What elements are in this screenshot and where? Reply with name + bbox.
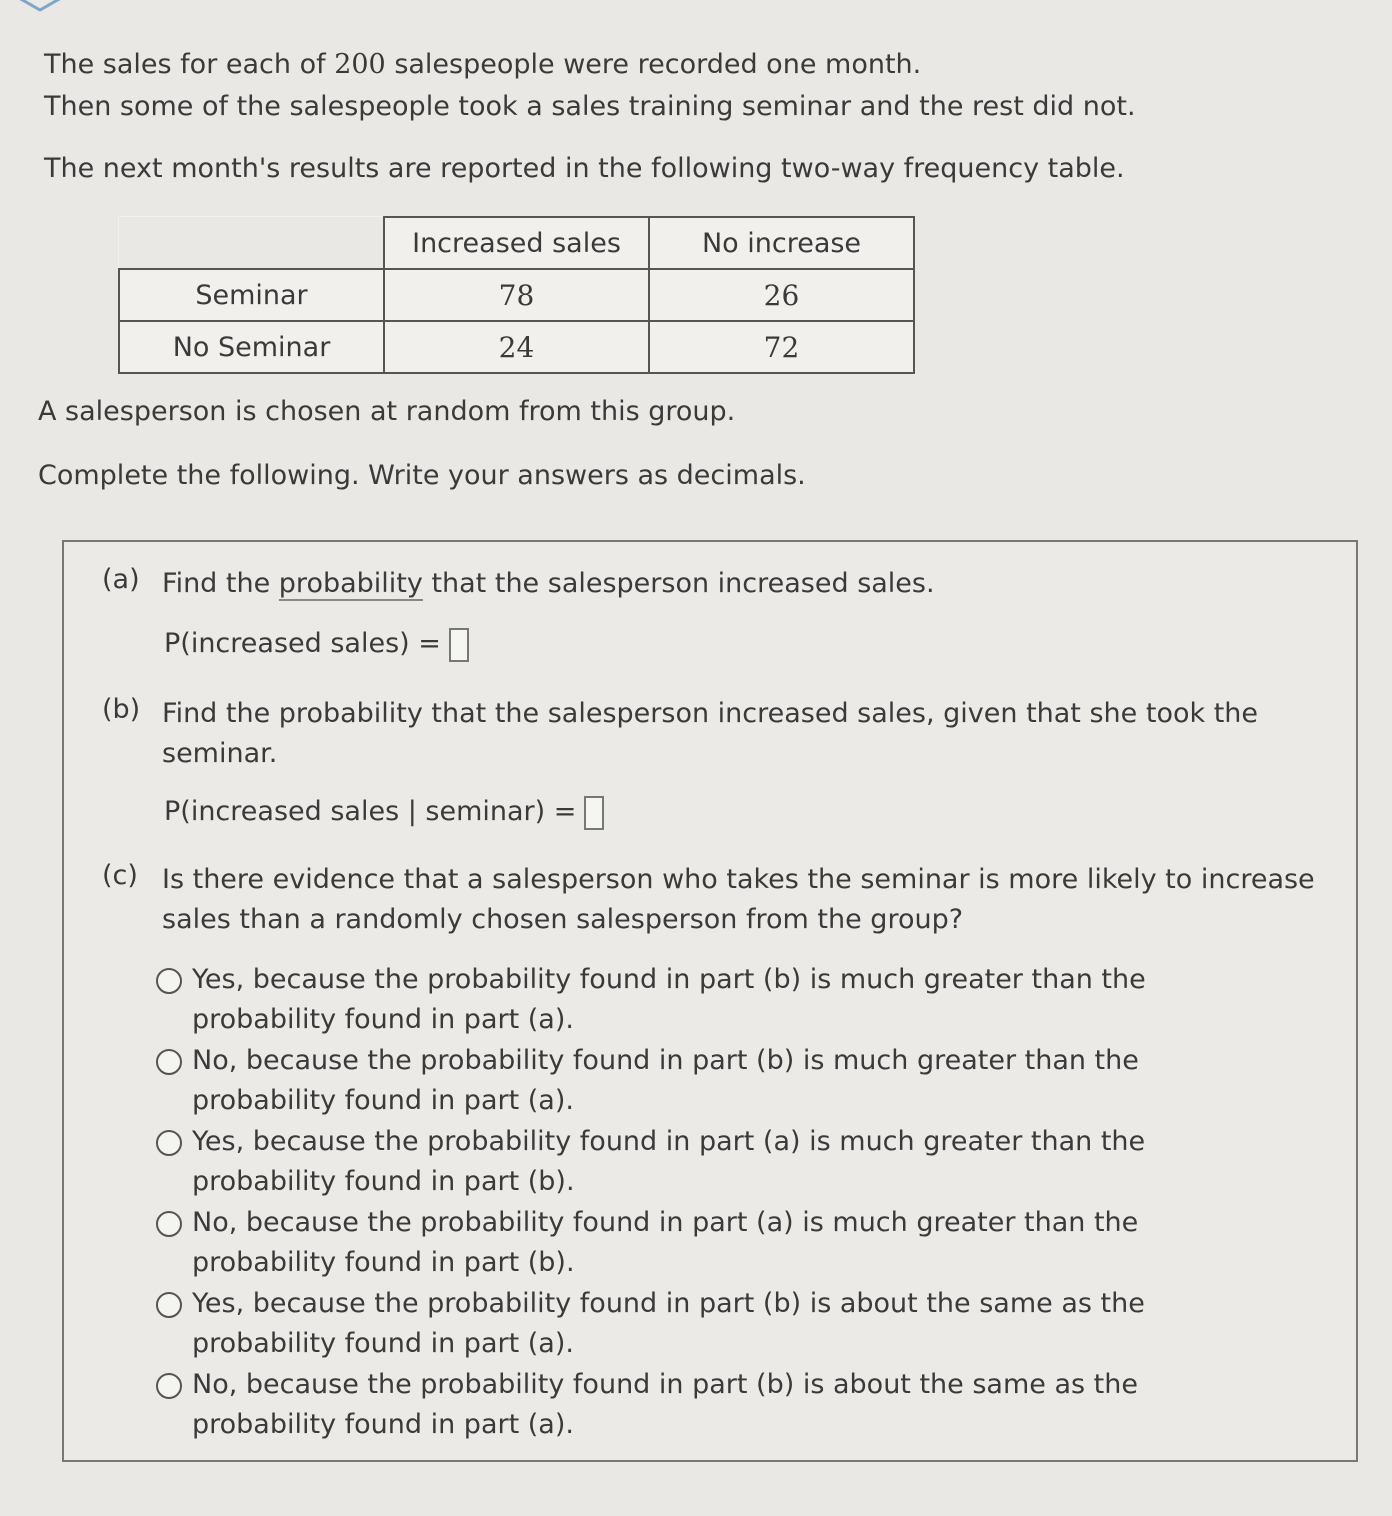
table-cell: 78 [384,269,649,321]
probability-link[interactable]: probability [278,568,423,599]
part-b-equation: P(increased sales | seminar) = [164,792,604,832]
radio-button[interactable] [156,1292,182,1318]
part-a-answer-input[interactable] [449,628,469,662]
intro-line-2: Then some of the salespeople took a sales training seminar and the rest did not. [44,91,1136,122]
option-item[interactable]: Yes, because the probability found in part (a) is much greater than the probability found in part (b). [156,1122,1256,1202]
intro-line-1: The sales for each of 200 salespeople were recorded one month. [44,49,922,80]
part-b-question: Find the probability that the salesperson increased sales, given that she took the seminar. [162,698,1259,769]
part-a-equation: P(increased sales) = [164,624,469,664]
frequency-table [118,216,915,374]
part-c-question: Is there evidence that a salesperson who takes the seminar is more likely to increase sales than a randomly chosen salesperson from the group? [162,864,1315,935]
part-a [102,564,1332,604]
row-header: Seminar [119,269,384,321]
table-row [119,269,914,321]
instructions-text: Complete the following. Write your answers as decimals. [38,460,806,491]
option-item[interactable]: No, because the probability found in part (b) is much greater than the probability found in part (a). [156,1041,1256,1121]
table-corner-cell [119,217,384,269]
question-box [62,540,1358,1462]
radio-button[interactable] [156,1130,182,1156]
part-a-question: Find the probability that the salesperson increased sales. [162,568,935,599]
column-header: Increased sales [384,217,649,269]
salespeople-count: 200 [334,49,386,80]
option-item[interactable]: No, because the probability found in part (a) is much greater than the probability found in part (b). [156,1203,1256,1283]
option-item[interactable]: Yes, because the probability found in part (b) is much greater than the probability found in part (a). [156,960,1256,1040]
radio-button[interactable] [156,1373,182,1399]
radio-button[interactable] [156,1211,182,1237]
part-c [102,860,1332,940]
table-cell: 24 [384,321,649,373]
radio-button[interactable] [156,968,182,994]
part-a-label: (a) [102,564,140,595]
part-b [102,694,1332,774]
table-header-row [119,217,914,269]
part-c-options [156,960,1256,1446]
table-cell: 72 [649,321,914,373]
intro-line-3: The next month's results are reported in the following two-way frequency table. [44,153,1125,184]
option-item[interactable]: No, because the probability found in part (b) is about the same as the probability found in part (a). [156,1365,1256,1445]
option-item[interactable]: Yes, because the probability found in part (b) is about the same as the probability found in part (a). [156,1284,1256,1364]
column-header: No increase [649,217,914,269]
part-c-label: (c) [102,860,138,891]
collapse-chevron-icon[interactable] [4,0,76,16]
problem-intro [44,44,1344,190]
random-selection-text: A salesperson is chosen at random from this group. [38,396,736,427]
part-b-label: (b) [102,694,141,725]
table-row [119,321,914,373]
part-b-answer-input[interactable] [584,796,604,830]
radio-button[interactable] [156,1049,182,1075]
table-cell: 26 [649,269,914,321]
row-header: No Seminar [119,321,384,373]
